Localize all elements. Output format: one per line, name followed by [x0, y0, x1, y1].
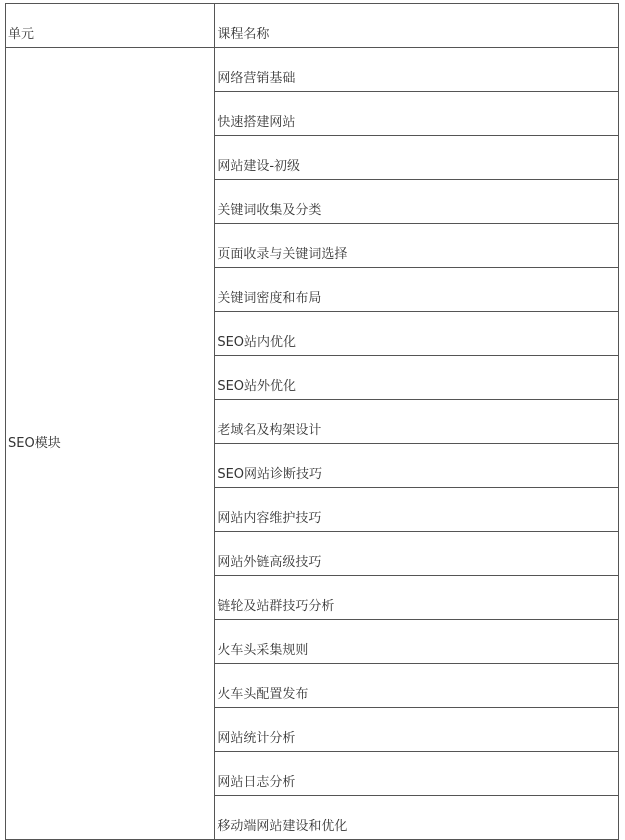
- course-name-cell: 移动端网站建设和优化: [215, 796, 619, 840]
- course-name-cell: 关键词密度和布局: [215, 268, 619, 312]
- table-row: [6, 48, 619, 92]
- course-name-cell: 老域名及构架设计: [215, 400, 619, 444]
- course-name-cell: SEO站内优化: [215, 312, 619, 356]
- header-course-name: 课程名称: [215, 4, 619, 48]
- course-name-cell: SEO网站诊断技巧: [215, 444, 619, 488]
- course-table: [5, 3, 619, 840]
- unit-cell: SEO模块: [6, 48, 215, 840]
- course-name-cell: 网站建设-初级: [215, 136, 619, 180]
- table-body: [6, 4, 619, 840]
- course-name-cell: 网站外链高级技巧: [215, 532, 619, 576]
- course-name-cell: 关键词收集及分类: [215, 180, 619, 224]
- course-name-cell: 火车头采集规则: [215, 620, 619, 664]
- course-name-cell: 网站日志分析: [215, 752, 619, 796]
- course-name-cell: 页面收录与关键词选择: [215, 224, 619, 268]
- header-unit: 单元: [6, 4, 215, 48]
- course-name-cell: 链轮及站群技巧分析: [215, 576, 619, 620]
- course-name-cell: 网络营销基础: [215, 48, 619, 92]
- course-name-cell: 快速搭建网站: [215, 92, 619, 136]
- course-name-cell: 网站内容维护技巧: [215, 488, 619, 532]
- course-name-cell: 火车头配置发布: [215, 664, 619, 708]
- course-name-cell: 网站统计分析: [215, 708, 619, 752]
- course-name-cell: SEO站外优化: [215, 356, 619, 400]
- header-row: [6, 4, 619, 48]
